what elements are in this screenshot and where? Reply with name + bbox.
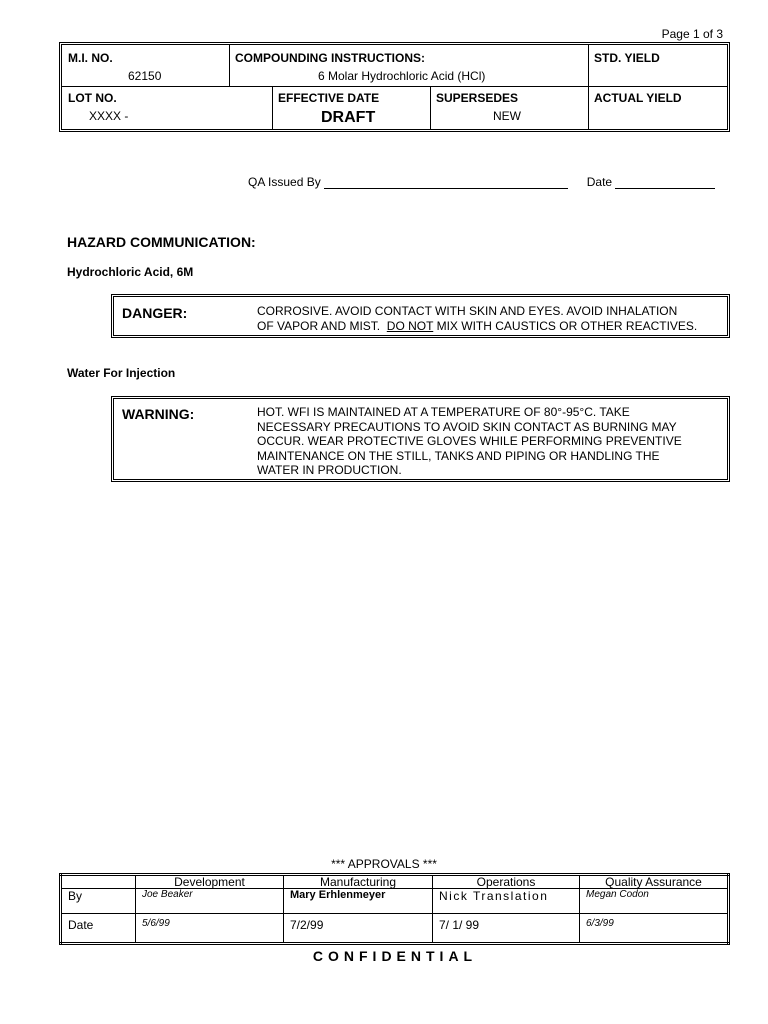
date-label: Date xyxy=(61,914,136,944)
wfi-subtitle: Water For Injection xyxy=(67,366,176,380)
header-table xyxy=(59,42,730,132)
warning-line: NECESSARY PRECAUTIONS TO AVOID SKIN CONTACT AS BURNING MAY xyxy=(257,419,677,434)
header-col-divider xyxy=(229,45,230,86)
approvals-date-row xyxy=(61,914,729,944)
by-label: By xyxy=(61,889,136,914)
qa-issued-line xyxy=(248,175,715,189)
signature-operations: Nick Translation xyxy=(433,889,580,914)
effective-date-value: DRAFT xyxy=(321,109,376,126)
warning-line: OCCUR. WEAR PROTECTIVE GLOVES WHILE PERFORMING PREVENTIVE xyxy=(257,434,682,448)
danger-line: CORROSIVE. AVOID CONTACT WITH SKIN AND EYES. AVOID INHALATION xyxy=(257,304,678,318)
col-development: Development xyxy=(136,875,284,889)
supersedes-label: SUPERSEDES xyxy=(436,91,519,105)
compounding-value: 6 Molar Hydrochloric Acid (HCl) xyxy=(318,69,486,83)
qa-issued-by-label: QA Issued By xyxy=(248,175,321,189)
col-quality-assurance: Quality Assurance xyxy=(580,875,729,889)
std-yield-label: STD. YIELD xyxy=(594,51,660,65)
date-manufacturing: 7/2/99 xyxy=(284,914,433,944)
warning-text xyxy=(257,405,682,478)
do-not-emphasis: DO NOT xyxy=(386,318,434,333)
date-operations: 7/ 1/ 99 xyxy=(433,914,580,944)
lot-no-value: XXXX - xyxy=(89,109,129,123)
danger-text-part: OF VAPOR AND MIST. xyxy=(257,318,387,333)
warning-line: MAINTENANCE ON THE STILL, TANKS AND PIPING OR HANDLING THE xyxy=(257,448,660,463)
hcl-subtitle: Hydrochloric Acid, 6M xyxy=(67,265,194,279)
danger-box xyxy=(111,294,730,338)
date-quality-assurance: 6/3/99 xyxy=(580,914,729,944)
warning-label: WARNING: xyxy=(122,406,195,422)
date-development: 5/6/99 xyxy=(136,914,284,944)
page-number: Page 1 of 3 xyxy=(661,27,723,41)
hazard-title: HAZARD COMMUNICATION: xyxy=(67,234,256,250)
compounding-label: COMPOUNDING INSTRUCTIONS: xyxy=(235,51,425,65)
col-operations: Operations xyxy=(433,875,580,889)
warning-line: WATER IN PRODUCTION. xyxy=(257,463,402,477)
signature-manufacturing: Mary Erhlenmeyer xyxy=(284,889,433,914)
mi-no-value: 62150 xyxy=(128,69,162,83)
lot-no-label: LOT NO. xyxy=(68,91,117,105)
danger-label: DANGER: xyxy=(122,305,188,321)
approvals-table xyxy=(59,873,730,945)
effective-date-label: EFFECTIVE DATE xyxy=(278,91,380,105)
approvals-title: *** APPROVALS *** xyxy=(331,857,437,871)
qa-date-label: Date xyxy=(586,175,613,189)
mi-no-label: M.I. NO. xyxy=(68,51,113,65)
actual-yield-label: ACTUAL YIELD xyxy=(594,91,682,105)
signature-development: Joe Beaker xyxy=(136,889,284,914)
approvals-by-row xyxy=(61,889,729,914)
danger-text-part: MIX WITH CAUSTICS OR OTHER REACTIVES. xyxy=(433,318,698,333)
header-row-divider xyxy=(62,86,727,87)
col-manufacturing: Manufacturing xyxy=(284,875,433,889)
danger-text xyxy=(257,304,697,333)
header-col-divider xyxy=(588,45,589,129)
header-col-divider xyxy=(430,86,431,129)
warning-line: HOT. WFI IS MAINTAINED AT A TEMPERATURE OF 80°-95°C. TAKE xyxy=(257,405,630,419)
warning-box xyxy=(111,396,730,482)
supersedes-value: NEW xyxy=(493,109,521,123)
danger-line xyxy=(257,319,697,334)
header-col-divider xyxy=(272,86,273,129)
qa-date-blank[interactable] xyxy=(615,176,715,189)
signature-quality-assurance: Megan Codon xyxy=(580,889,729,914)
approvals-header-row xyxy=(61,875,729,889)
approvals-corner-cell xyxy=(61,875,136,889)
qa-signature-blank[interactable] xyxy=(324,176,568,189)
confidential-footer: CONFIDENTIAL xyxy=(312,948,478,964)
